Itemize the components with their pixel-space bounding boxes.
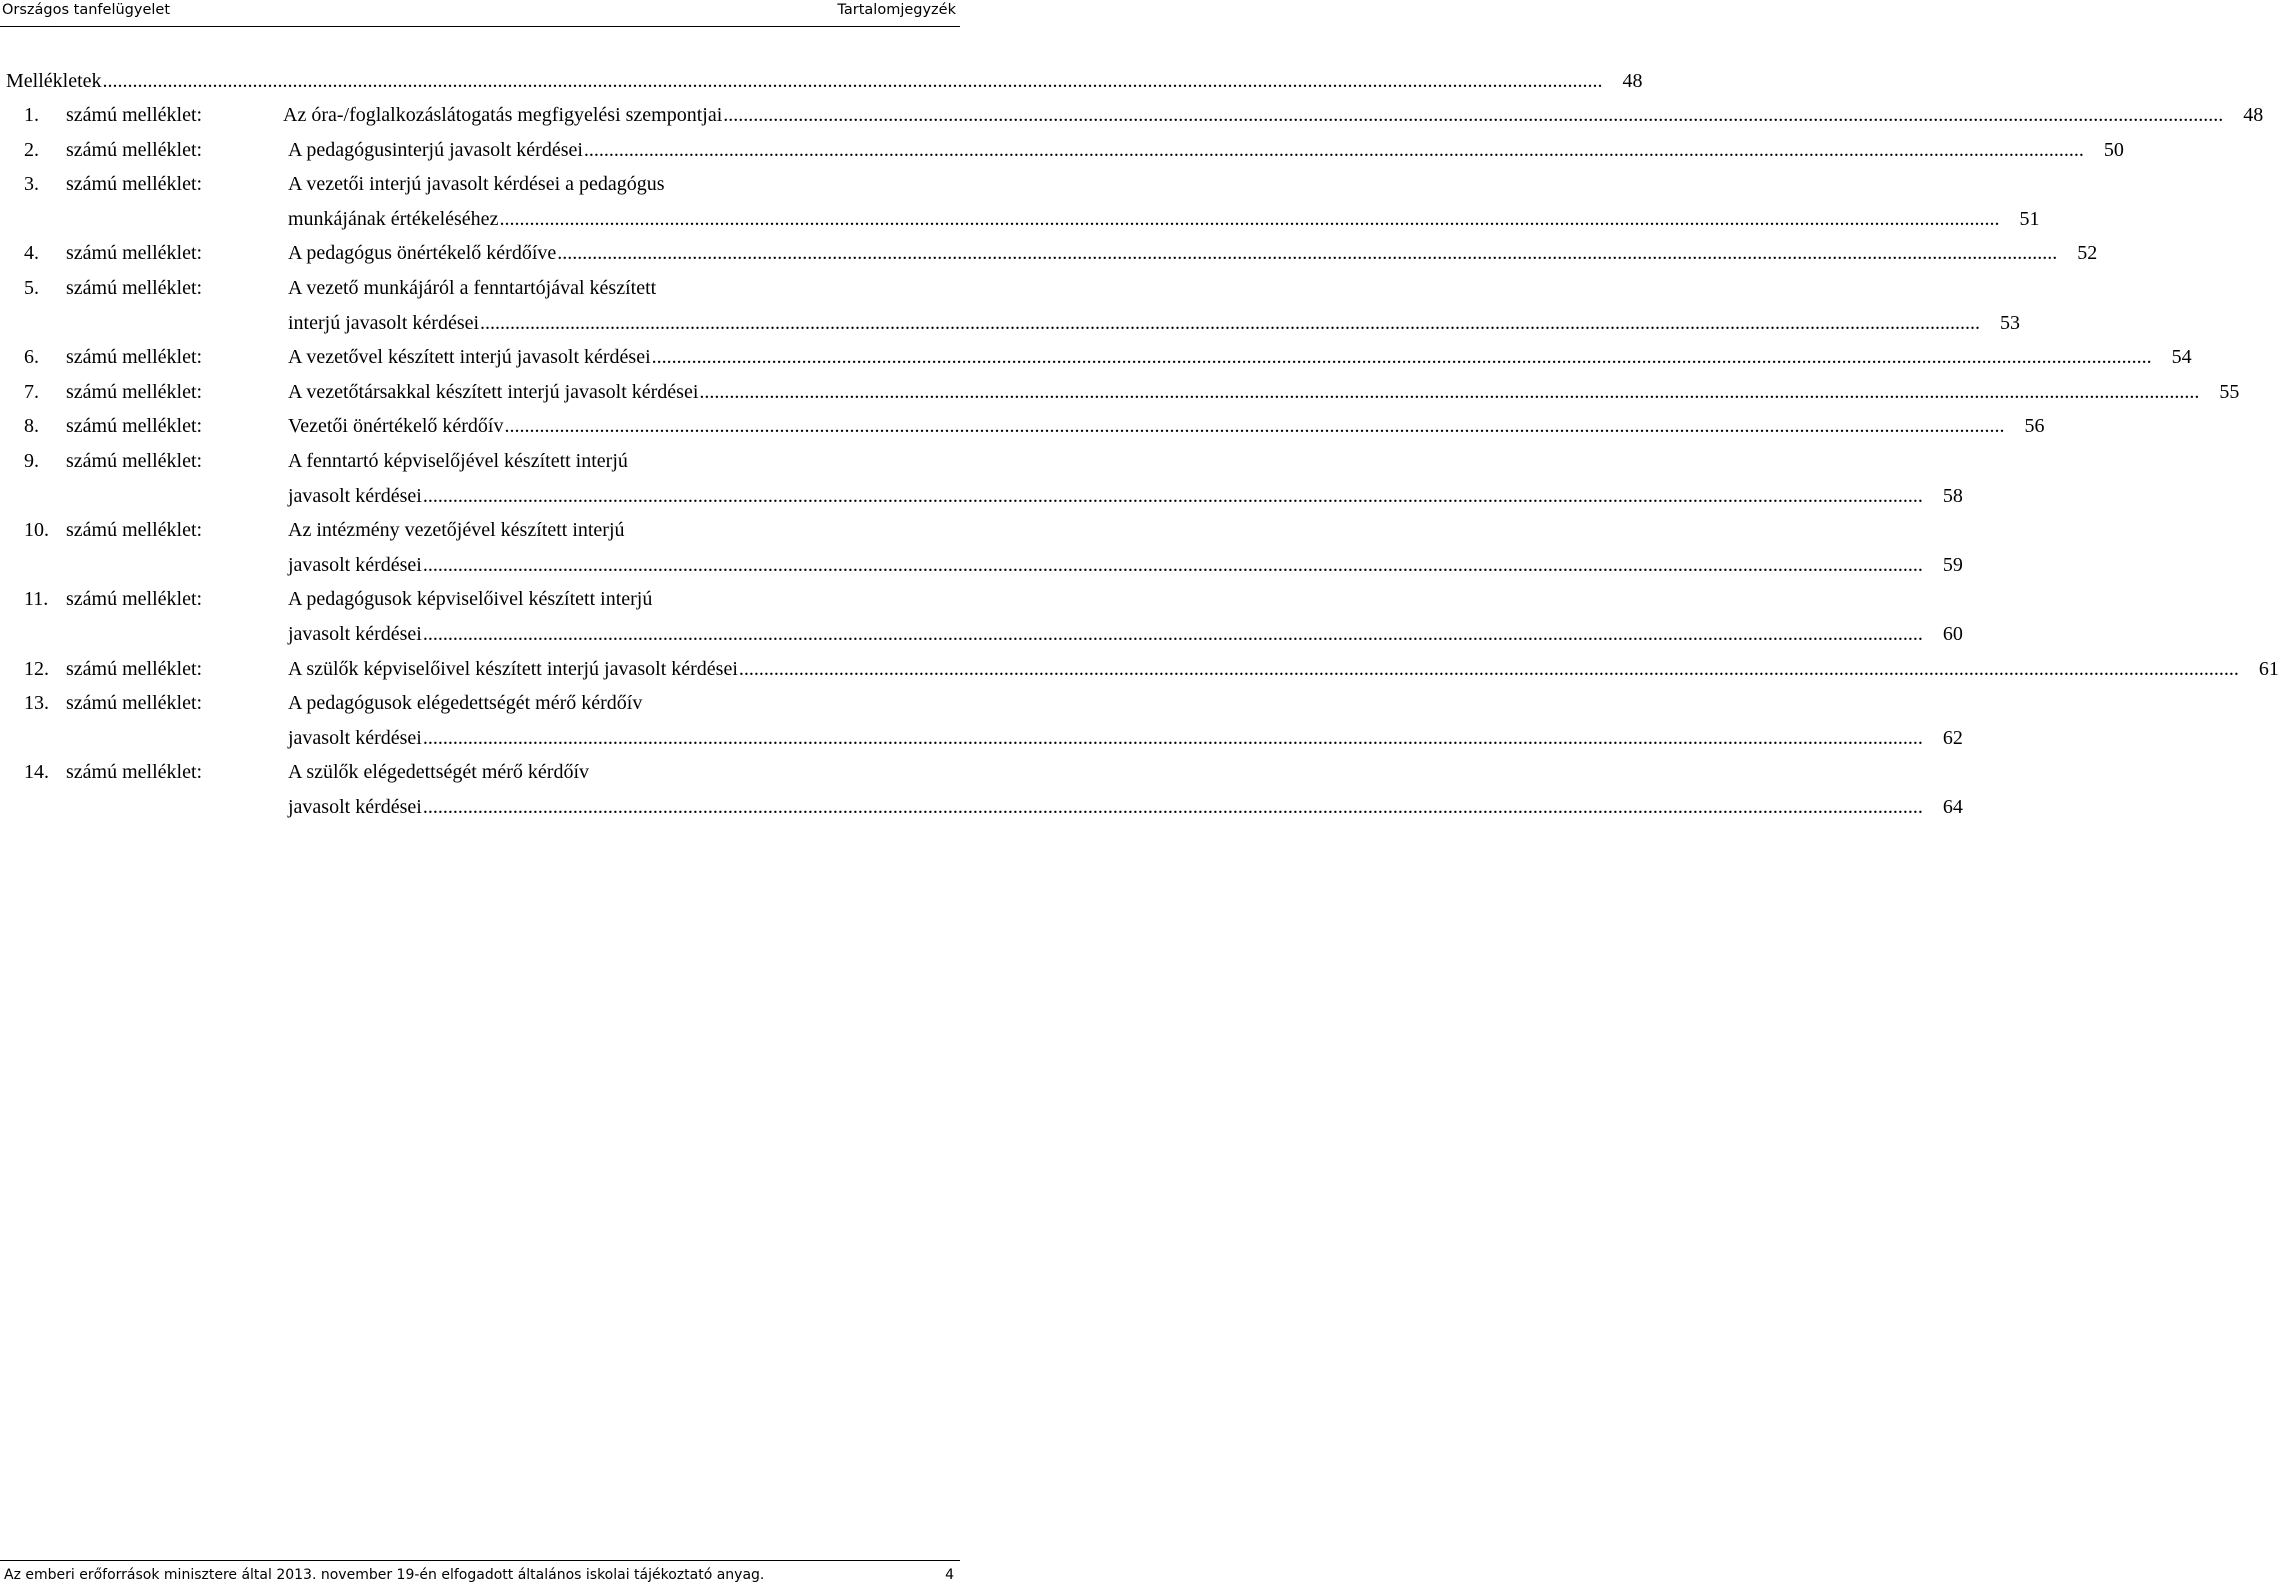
toc-entry-kind: számú melléklet: xyxy=(66,242,203,265)
toc-entry[interactable] xyxy=(0,344,2192,370)
toc-entry-number: 12. xyxy=(24,657,49,680)
toc-entry-number: 7. xyxy=(24,380,39,403)
toc-entry-number: 4. xyxy=(24,242,39,265)
toc-entry-title: A fenntartó képviselőjével készített interjú xyxy=(288,450,628,472)
toc-entry-number: 6. xyxy=(24,346,39,369)
toc-entry-title: A szülők elégedettségét mérő kérdőív xyxy=(288,761,590,784)
toc-entry-kind: számú melléklet: xyxy=(66,277,203,299)
toc-entry-page: 59 xyxy=(1942,553,1963,576)
toc-main-entry[interactable] xyxy=(6,68,1643,94)
toc-entry-number: 14. xyxy=(24,761,49,784)
toc-entry[interactable] xyxy=(0,137,2124,163)
toc-entry-number: 1. xyxy=(24,104,39,126)
header-right-text: Tartalomjegyzék xyxy=(837,2,956,18)
toc-entry-title: A vezető munkájáról a fenntartójával készített xyxy=(288,277,657,299)
toc-entry-title: munkájának értékeléséhez xyxy=(288,207,499,230)
dot-leader: ............................................................................................................................................................................................................................................................................................................ xyxy=(557,242,2058,265)
toc-entry-page: 53 xyxy=(2000,311,2021,334)
dot-leader: ............................................................................................................................................................................................................................................................................................................ xyxy=(480,311,1981,334)
toc-entry-kind: számú melléklet: xyxy=(66,346,203,369)
toc-main-title: Mellékletek xyxy=(6,70,102,92)
toc-entry-title: interjú javasolt kérdései xyxy=(288,311,480,334)
toc-entry[interactable] xyxy=(0,656,2279,682)
page-header xyxy=(0,0,960,27)
toc-entry-title: javasolt kérdései xyxy=(288,622,422,645)
toc-entry-title: A pedagógusok képviselőivel készített interjú xyxy=(288,588,653,611)
toc-entry-title: A vezetői interjú javasolt kérdései a pedagógus xyxy=(288,173,665,196)
toc-entry-page: 56 xyxy=(2024,415,2045,438)
toc-entry[interactable] xyxy=(0,171,2040,230)
toc-entry-page: 62 xyxy=(1942,726,1963,749)
dot-leader: ............................................................................................................................................................................................................................................................................................................ xyxy=(422,553,1923,576)
toc-entry[interactable] xyxy=(0,240,2098,266)
dot-leader: ............................................................................................................................................................................................................................................................................................................ xyxy=(422,795,1923,818)
dot-leader: ............................................................................................................................................................................................................................................................................................................ xyxy=(651,346,2152,369)
toc-entry-title: javasolt kérdései xyxy=(288,795,422,818)
toc-entry-number: 8. xyxy=(24,415,39,438)
toc-entry-number: 11. xyxy=(24,588,49,611)
toc-entry-number: 13. xyxy=(24,692,49,715)
toc-entry-kind: számú melléklet: xyxy=(66,761,203,784)
toc-entry-number: 9. xyxy=(24,450,39,472)
toc-entry-title: A pedagógus önértékelő kérdőíve xyxy=(288,242,557,265)
toc-entry-title: Vezetői önértékelő kérdőív xyxy=(288,415,504,438)
dot-leader: ............................................................................................................................................................................................................................................................................................................ xyxy=(738,657,2239,680)
dot-leader: ............................................................................................................................................................................................................................................................................................................ xyxy=(499,207,2000,230)
toc-entry-title: A vezetőtársakkal készített interjú javasolt kérdései xyxy=(288,380,699,403)
dot-leader: ............................................................................................................................................................................................................................................................................................................ xyxy=(422,622,1923,645)
toc-entry-page: 52 xyxy=(2077,242,2098,265)
toc-entry-kind: számú melléklet: xyxy=(66,138,203,161)
toc-entry[interactable] xyxy=(0,690,1963,749)
toc-entry-page: 61 xyxy=(2258,657,2279,680)
toc-entry-title: A pedagógusok elégedettségét mérő kérdőív xyxy=(288,692,643,715)
dot-leader: ............................................................................................................................................................................................................................................................................................................ xyxy=(504,415,2005,438)
toc-entry-number: 2. xyxy=(24,138,39,161)
page-number: 4 xyxy=(945,1567,954,1583)
toc-entry-kind: számú melléklet: xyxy=(66,692,203,715)
toc-entry-title: Az intézmény vezetőjével készített interjú xyxy=(288,519,625,542)
toc-entry-title: A szülők képviselőivel készített interjú javasolt kérdései xyxy=(288,657,738,680)
toc-entry[interactable] xyxy=(0,517,1963,576)
toc-entry-title: javasolt kérdései xyxy=(288,726,422,749)
toc-entry-number: 5. xyxy=(24,277,39,299)
toc-entry-title: Az óra-/foglalkozáslátogatás megfigyelési szempontjai xyxy=(283,104,723,126)
toc-entry-kind: számú melléklet: xyxy=(66,657,203,680)
dot-leader: ............................................................................................................................................................................................................................................................................................................ xyxy=(422,726,1923,749)
toc-entry-number: 3. xyxy=(24,173,39,196)
toc-main-page: 48 xyxy=(1622,70,1643,92)
toc-entry-number: 10. xyxy=(24,519,49,542)
toc-entry-page: 60 xyxy=(1942,622,1963,645)
toc-entry[interactable] xyxy=(0,448,1963,507)
toc-entry-title: javasolt kérdései xyxy=(288,484,422,507)
toc-entry-page: 58 xyxy=(1942,484,1963,507)
toc-entry-page: 55 xyxy=(2219,380,2240,403)
toc-entry-kind: számú melléklet: xyxy=(66,173,203,196)
toc-entry-page: 50 xyxy=(2103,138,2124,161)
page-footer xyxy=(0,1560,960,1589)
toc-entry[interactable] xyxy=(0,586,1963,645)
toc-entry-title: javasolt kérdései xyxy=(288,553,422,576)
toc-entry-page: 48 xyxy=(2243,104,2264,126)
dot-leader: ............................................................................................................................................................................................................................................................................................................ xyxy=(699,380,2200,403)
toc-entry-kind: számú melléklet: xyxy=(66,519,203,542)
toc-entry-kind: számú melléklet: xyxy=(66,380,203,403)
toc-entry-page: 51 xyxy=(2019,207,2040,230)
toc-entry[interactable] xyxy=(0,102,2264,128)
toc-entry-kind: számú melléklet: xyxy=(66,415,203,438)
toc-entry-kind: számú melléklet: xyxy=(66,104,203,126)
dot-leader: ............................................................................................................................................................................................................................................................................................................ xyxy=(102,70,1603,92)
header-left-text: Országos tanfelügyelet xyxy=(2,2,171,18)
footer-text: Az emberi erőforrások minisztere által 2013. november 19-én elfogadott általános iskolai tájékoztató anyag. xyxy=(4,1567,765,1583)
toc-entry-page: 54 xyxy=(2171,346,2192,369)
dot-leader: ............................................................................................................................................................................................................................................................................................................ xyxy=(422,484,1923,507)
toc-entry-page: 64 xyxy=(1942,795,1963,818)
toc-entry-title: A vezetővel készített interjú javasolt kérdései xyxy=(288,346,651,369)
dot-leader: ............................................................................................................................................................................................................................................................................................................ xyxy=(723,104,2224,126)
toc-entry[interactable] xyxy=(0,413,2045,439)
dot-leader: ............................................................................................................................................................................................................................................................................................................ xyxy=(583,138,2084,161)
toc-entry[interactable] xyxy=(0,379,2240,405)
toc-entry-kind: számú melléklet: xyxy=(66,588,203,611)
toc-entry[interactable] xyxy=(0,759,1963,818)
toc-entry[interactable] xyxy=(0,275,2021,334)
toc-entry-title: A pedagógusinterjú javasolt kérdései xyxy=(288,138,583,161)
toc-entry-kind: számú melléklet: xyxy=(66,450,203,472)
